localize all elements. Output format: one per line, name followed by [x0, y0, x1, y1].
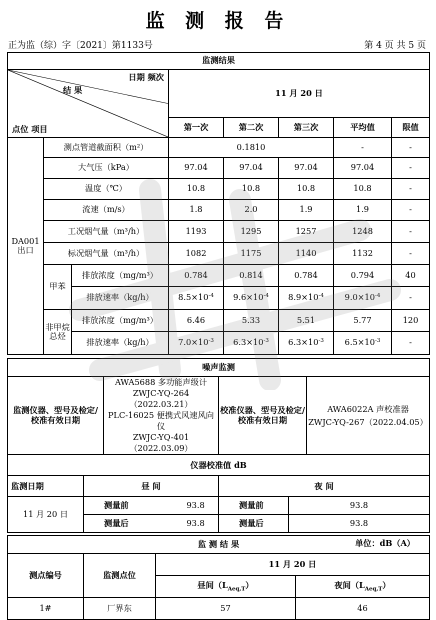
instrument-line: ZWJC-YQ-264（2022.03.21） — [129, 388, 193, 410]
cell-value: - — [392, 158, 430, 179]
result-date-header: 11 月 20 日 — [156, 554, 430, 576]
cell-value: 5.77 — [334, 310, 392, 332]
calibrator-line: AWA6022A 声校准器 — [327, 404, 409, 415]
cell-value: 1140 — [279, 243, 334, 265]
col-header-3: 第三次 — [279, 118, 334, 138]
row-label: 排放速率（kg/h） — [72, 332, 169, 355]
noise-result-header — [8, 536, 430, 554]
corner-point-item-label: 点位 项目 — [12, 123, 48, 134]
calib-day-header: 昼 间 — [84, 476, 219, 497]
pollutant-name: 非甲烷总烃 — [44, 310, 72, 355]
cell-value: 1257 — [279, 221, 334, 243]
page-number: 第 4 页 共 5 页 — [364, 41, 426, 51]
mantissa: 8.5×10 — [178, 292, 209, 303]
monitoring-point: DA001出口 — [8, 138, 44, 355]
cell-value: 10.8 — [224, 179, 279, 200]
cell-value: - — [392, 287, 430, 310]
results-section-title: 监测结果 — [8, 53, 430, 70]
cell-value: 2.0 — [224, 200, 279, 221]
cell-value: 1.9 — [279, 200, 334, 221]
table-corner-header — [8, 70, 169, 138]
cell-value: 1.9 — [334, 200, 392, 221]
cell-value: 5.33 — [224, 310, 279, 332]
calib-day-after-value: 93.8 — [186, 518, 205, 529]
noise-table — [7, 358, 430, 533]
row-label: 工况烟气量（m³/h） — [44, 221, 169, 243]
cell-value: - — [334, 138, 392, 158]
row-label: 大气压（kPa） — [44, 158, 169, 179]
mantissa: 6.3×10 — [288, 337, 319, 348]
cell-value: 0.814 — [224, 265, 279, 287]
page-title: 监 测 报 告 — [145, 10, 291, 32]
mantissa: 9.6×10 — [233, 292, 264, 303]
unit-label: 单位：dB（A） — [355, 538, 415, 548]
row-label: 标况烟气量（m³/h） — [44, 243, 169, 265]
noise-section-title: 噪声监测 — [8, 359, 430, 377]
calib-day-before-value: 93.8 — [186, 500, 205, 511]
row-label: 排放浓度（mg/m³） — [72, 265, 169, 287]
cell-value: - — [392, 221, 430, 243]
mantissa: 6.3×10 — [233, 337, 264, 348]
calib-night-header: 夜 间 — [219, 476, 430, 497]
cell-value — [279, 287, 334, 310]
cell-value: - — [392, 243, 430, 265]
cell-value: 10.8 — [334, 179, 392, 200]
corner-date-freq-label: 日期 频次 — [128, 72, 164, 82]
merged-value: 0.1810 — [169, 138, 334, 158]
day-value: 57 — [156, 598, 296, 620]
cell-value — [279, 332, 334, 355]
cell-value — [224, 287, 279, 310]
calibration-section-title: 仪器校准值 dB — [8, 455, 430, 476]
night-value: 46 — [296, 598, 430, 620]
cell-value: 1193 — [169, 221, 224, 243]
point-loc-header: 监测点位 — [84, 554, 156, 598]
calib-night-after-label: 测量后 — [219, 515, 289, 533]
row-label: 温度（℃） — [44, 179, 169, 200]
row-label: 排放浓度（mg/m³） — [72, 310, 169, 332]
col-header-1: 第一次 — [169, 118, 224, 138]
pollutant-name: 甲苯 — [44, 265, 72, 310]
point-location: 厂界东 — [84, 598, 156, 620]
exponent: -3 — [208, 338, 214, 345]
exponent: -4 — [208, 293, 214, 300]
calib-night-before-label: 测量前 — [219, 497, 289, 515]
calib-date: 11 月 20 日 — [8, 497, 84, 533]
cell-value: 6.46 — [169, 310, 224, 332]
cell-value: 1082 — [169, 243, 224, 265]
cell-value — [334, 332, 392, 355]
col-header-avg: 平均值 — [334, 118, 392, 138]
cell-value: 97.04 — [334, 158, 392, 179]
cell-value — [334, 287, 392, 310]
row-label: 流速（m/s） — [44, 200, 169, 221]
day-header: 昼间$(L_{Aeq,T})$ — [156, 576, 296, 598]
exponent: -4 — [263, 293, 269, 300]
cell-value — [224, 332, 279, 355]
calib-night-after-value: 93.8 — [289, 515, 430, 533]
cell-value: 0.794 — [334, 265, 392, 287]
exponent: -4 — [318, 293, 324, 300]
cell-value: 1175 — [224, 243, 279, 265]
row-label: 测点管道截面积（m²） — [44, 138, 169, 158]
calib-night-before-value: 93.8 — [289, 497, 430, 515]
col-header-limit: 限值 — [392, 118, 430, 138]
row-label: 排放速率（kg/h） — [72, 287, 169, 310]
noise-results-table — [7, 535, 430, 620]
calibrator-line: ZWJC-YQ-267（2022.04.05） — [308, 416, 428, 427]
calibrator-label: 校准仪器、型号及检定/校准有效日期 — [219, 377, 307, 455]
instrument-label: 监测仪器、型号及检定/校准有效日期 — [8, 377, 104, 455]
document-number: 正为监（综）字〔2021〕第1133号 — [8, 41, 153, 51]
cell-value: - — [392, 200, 430, 221]
point-no-header: 测点编号 — [8, 554, 84, 598]
exponent: -3 — [374, 338, 381, 345]
cell-value — [169, 332, 224, 355]
cell-value: 1132 — [334, 243, 392, 265]
results-table — [7, 52, 430, 355]
cell-value: 40 — [392, 265, 430, 287]
mantissa: 6.5×10 — [344, 337, 375, 348]
cell-value: 0.784 — [279, 265, 334, 287]
instrument-line: PLC-16025 便携式风速风向仪 — [108, 410, 214, 432]
cell-value — [169, 287, 224, 310]
night-header: 夜间$(L_{Aeq,T})$ — [296, 576, 430, 598]
exponent: -3 — [263, 338, 269, 345]
cell-value: 97.04 — [169, 158, 224, 179]
calib-before-label: 测量前 93.8 — [84, 497, 219, 515]
cell-value: 5.51 — [279, 310, 334, 332]
calibrator-list — [307, 377, 430, 455]
calib-after-label: 测量后 93.8 — [84, 515, 219, 533]
cell-value: 97.04 — [224, 158, 279, 179]
cell-value: 0.784 — [169, 265, 224, 287]
cell-value: 10.8 — [169, 179, 224, 200]
cell-value: - — [392, 138, 430, 158]
mantissa: 9.0×10 — [344, 292, 375, 303]
instrument-list — [104, 377, 219, 455]
corner-results-label: 结 果 — [63, 85, 83, 95]
exponent: -4 — [374, 293, 381, 300]
noise-result-title: 监 测 结 果 — [197, 538, 240, 549]
cell-value: 1295 — [224, 221, 279, 243]
date-header: 11 月 20 日 — [169, 70, 430, 118]
cell-value: 1.8 — [169, 200, 224, 221]
instrument-line: AWA5688 多功能声级计 — [114, 377, 208, 387]
cell-value: 97.04 — [279, 158, 334, 179]
point-no: 1# — [8, 598, 84, 620]
cell-value: - — [392, 332, 430, 355]
col-header-2: 第二次 — [224, 118, 279, 138]
mantissa: 8.9×10 — [288, 292, 319, 303]
cell-value: 120 — [392, 310, 430, 332]
mantissa: 7.0×10 — [178, 337, 209, 348]
cell-value: - — [392, 179, 430, 200]
instrument-line: ZWJC-YQ-401（2022.03.09） — [129, 432, 193, 454]
cell-value: 10.8 — [279, 179, 334, 200]
calib-date-header: 监测日期 — [8, 476, 84, 497]
exponent: -3 — [318, 338, 324, 345]
cell-value: 1248 — [334, 221, 392, 243]
